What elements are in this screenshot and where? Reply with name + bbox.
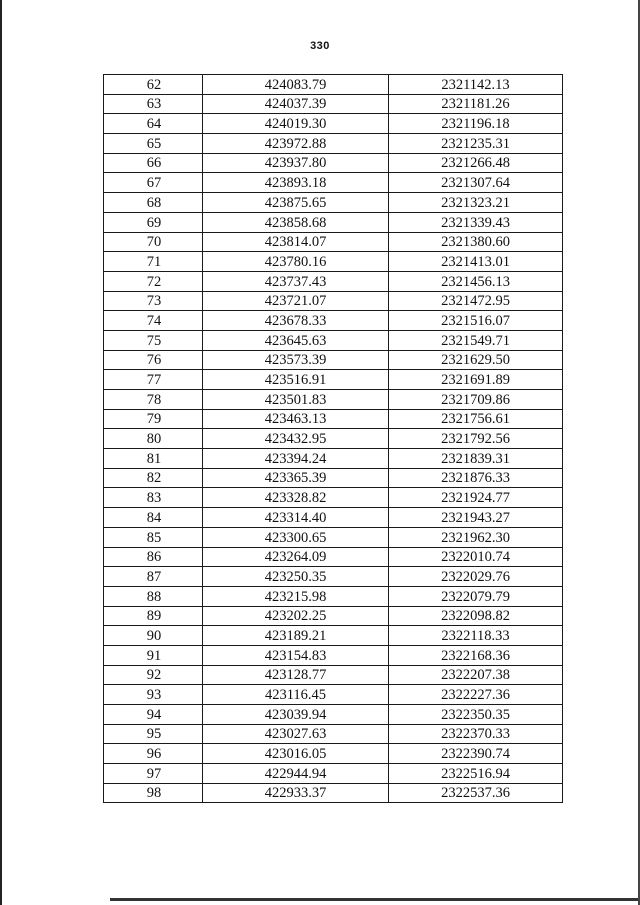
y-coordinate-cell: 2321323.21 — [389, 193, 563, 213]
table-row — [104, 685, 563, 705]
point-number-cell: 89 — [104, 606, 203, 626]
table-row — [104, 291, 563, 311]
point-number-cell: 64 — [104, 114, 203, 134]
table-row — [104, 744, 563, 764]
point-number-cell: 62 — [104, 75, 203, 95]
y-coordinate-cell: 2321876.33 — [389, 468, 563, 488]
y-coordinate-cell: 2322370.33 — [389, 724, 563, 744]
y-coordinate-cell: 2322029.76 — [389, 567, 563, 587]
x-coordinate-cell: 423814.07 — [203, 232, 389, 252]
point-number-cell: 76 — [104, 350, 203, 370]
y-coordinate-cell: 2321235.31 — [389, 134, 563, 154]
x-coordinate-cell: 424083.79 — [203, 75, 389, 95]
x-coordinate-cell: 423858.68 — [203, 212, 389, 232]
point-number-cell: 83 — [104, 488, 203, 508]
table-row — [104, 626, 563, 646]
table-row — [104, 271, 563, 291]
point-number-cell: 71 — [104, 252, 203, 272]
y-coordinate-cell: 2322118.33 — [389, 626, 563, 646]
x-coordinate-cell: 423264.09 — [203, 547, 389, 567]
table-row — [104, 370, 563, 390]
table-row — [104, 586, 563, 606]
point-number-cell: 87 — [104, 567, 203, 587]
table-row — [104, 429, 563, 449]
x-coordinate-cell: 423972.88 — [203, 134, 389, 154]
y-coordinate-cell: 2321792.56 — [389, 429, 563, 449]
table-row — [104, 114, 563, 134]
y-coordinate-cell: 2322390.74 — [389, 744, 563, 764]
point-number-cell: 97 — [104, 764, 203, 784]
point-number-cell: 79 — [104, 409, 203, 429]
table-row — [104, 75, 563, 95]
point-number-cell: 81 — [104, 449, 203, 469]
point-number-cell: 95 — [104, 724, 203, 744]
table-row — [104, 252, 563, 272]
x-coordinate-cell: 422944.94 — [203, 764, 389, 784]
table-row — [104, 449, 563, 469]
point-number-cell: 74 — [104, 311, 203, 331]
point-number-cell: 63 — [104, 94, 203, 114]
table-row — [104, 527, 563, 547]
x-coordinate-cell: 423215.98 — [203, 586, 389, 606]
y-coordinate-cell: 2321943.27 — [389, 508, 563, 528]
point-number-cell: 80 — [104, 429, 203, 449]
x-coordinate-cell: 423721.07 — [203, 291, 389, 311]
y-coordinate-cell: 2322516.94 — [389, 764, 563, 784]
y-coordinate-cell: 2321472.95 — [389, 291, 563, 311]
y-coordinate-cell: 2321839.31 — [389, 449, 563, 469]
point-number-cell: 92 — [104, 665, 203, 685]
table-row — [104, 311, 563, 331]
x-coordinate-cell: 423893.18 — [203, 173, 389, 193]
x-coordinate-cell: 423328.82 — [203, 488, 389, 508]
point-number-cell: 72 — [104, 271, 203, 291]
table-row — [104, 567, 563, 587]
y-coordinate-cell: 2322079.79 — [389, 586, 563, 606]
y-coordinate-cell: 2321142.13 — [389, 75, 563, 95]
table-row — [104, 488, 563, 508]
table-row — [104, 350, 563, 370]
point-number-cell: 88 — [104, 586, 203, 606]
table-row — [104, 508, 563, 528]
y-coordinate-cell: 2321456.13 — [389, 271, 563, 291]
table-row — [104, 409, 563, 429]
point-number-cell: 98 — [104, 783, 203, 803]
table-row — [104, 173, 563, 193]
point-number-cell: 82 — [104, 468, 203, 488]
y-coordinate-cell: 2321756.61 — [389, 409, 563, 429]
x-coordinate-cell: 423875.65 — [203, 193, 389, 213]
table-row — [104, 783, 563, 803]
y-coordinate-cell: 2322537.36 — [389, 783, 563, 803]
point-number-cell: 90 — [104, 626, 203, 646]
y-coordinate-cell: 2321549.71 — [389, 330, 563, 350]
x-coordinate-cell: 423154.83 — [203, 645, 389, 665]
point-number-cell: 94 — [104, 705, 203, 725]
scan-edge-left — [0, 0, 2, 905]
y-coordinate-cell: 2321924.77 — [389, 488, 563, 508]
y-coordinate-cell: 2321266.48 — [389, 153, 563, 173]
x-coordinate-cell: 423737.43 — [203, 271, 389, 291]
x-coordinate-cell: 423678.33 — [203, 311, 389, 331]
point-number-cell: 96 — [104, 744, 203, 764]
y-coordinate-cell: 2321691.89 — [389, 370, 563, 390]
y-coordinate-cell: 2322168.36 — [389, 645, 563, 665]
table-row — [104, 232, 563, 252]
table-row — [104, 390, 563, 410]
point-number-cell: 86 — [104, 547, 203, 567]
y-coordinate-cell: 2321380.60 — [389, 232, 563, 252]
table-row — [104, 645, 563, 665]
x-coordinate-cell: 423463.13 — [203, 409, 389, 429]
x-coordinate-cell: 423300.65 — [203, 527, 389, 547]
x-coordinate-cell: 423039.94 — [203, 705, 389, 725]
y-coordinate-cell: 2322098.82 — [389, 606, 563, 626]
coordinate-table-body — [104, 75, 563, 803]
table-row — [104, 468, 563, 488]
y-coordinate-cell: 2321339.43 — [389, 212, 563, 232]
x-coordinate-cell: 422933.37 — [203, 783, 389, 803]
point-number-cell: 68 — [104, 193, 203, 213]
table-row — [104, 330, 563, 350]
table-row — [104, 212, 563, 232]
point-number-cell: 70 — [104, 232, 203, 252]
point-number-cell: 73 — [104, 291, 203, 311]
y-coordinate-cell: 2322207.38 — [389, 665, 563, 685]
point-number-cell: 78 — [104, 390, 203, 410]
point-number-cell: 66 — [104, 153, 203, 173]
x-coordinate-cell: 423116.45 — [203, 685, 389, 705]
table-row — [104, 547, 563, 567]
x-coordinate-cell: 423432.95 — [203, 429, 389, 449]
x-coordinate-cell: 423250.35 — [203, 567, 389, 587]
point-number-cell: 84 — [104, 508, 203, 528]
x-coordinate-cell: 423189.21 — [203, 626, 389, 646]
point-number-cell: 65 — [104, 134, 203, 154]
point-number-cell: 69 — [104, 212, 203, 232]
table-row — [104, 94, 563, 114]
table-row — [104, 193, 563, 213]
point-number-cell: 75 — [104, 330, 203, 350]
y-coordinate-cell: 2321196.18 — [389, 114, 563, 134]
y-coordinate-cell: 2322010.74 — [389, 547, 563, 567]
x-coordinate-cell: 423128.77 — [203, 665, 389, 685]
y-coordinate-cell: 2321181.26 — [389, 94, 563, 114]
point-number-cell: 93 — [104, 685, 203, 705]
y-coordinate-cell: 2321962.30 — [389, 527, 563, 547]
x-coordinate-cell: 424019.30 — [203, 114, 389, 134]
x-coordinate-cell: 423573.39 — [203, 350, 389, 370]
x-coordinate-cell: 423937.80 — [203, 153, 389, 173]
x-coordinate-cell: 423314.40 — [203, 508, 389, 528]
y-coordinate-cell: 2321413.01 — [389, 252, 563, 272]
point-number-cell: 85 — [104, 527, 203, 547]
point-number-cell: 91 — [104, 645, 203, 665]
page-number: 330 — [310, 40, 330, 52]
x-coordinate-cell: 423645.63 — [203, 330, 389, 350]
x-coordinate-cell: 423501.83 — [203, 390, 389, 410]
y-coordinate-cell: 2322227.36 — [389, 685, 563, 705]
y-coordinate-cell: 2321709.86 — [389, 390, 563, 410]
x-coordinate-cell: 423780.16 — [203, 252, 389, 272]
x-coordinate-cell: 424037.39 — [203, 94, 389, 114]
x-coordinate-cell: 423202.25 — [203, 606, 389, 626]
y-coordinate-cell: 2321307.64 — [389, 173, 563, 193]
table-row — [104, 705, 563, 725]
table-row — [104, 764, 563, 784]
y-coordinate-cell: 2322350.35 — [389, 705, 563, 725]
x-coordinate-cell: 423016.05 — [203, 744, 389, 764]
x-coordinate-cell: 423516.91 — [203, 370, 389, 390]
table-row — [104, 606, 563, 626]
x-coordinate-cell: 423027.63 — [203, 724, 389, 744]
table-row — [104, 724, 563, 744]
y-coordinate-cell: 2321629.50 — [389, 350, 563, 370]
table-row — [104, 134, 563, 154]
table-row — [104, 665, 563, 685]
x-coordinate-cell: 423394.24 — [203, 449, 389, 469]
scan-edge-bottom — [110, 898, 638, 901]
y-coordinate-cell: 2321516.07 — [389, 311, 563, 331]
table-row — [104, 153, 563, 173]
x-coordinate-cell: 423365.39 — [203, 468, 389, 488]
coordinate-table — [103, 74, 563, 803]
point-number-cell: 67 — [104, 173, 203, 193]
point-number-cell: 77 — [104, 370, 203, 390]
